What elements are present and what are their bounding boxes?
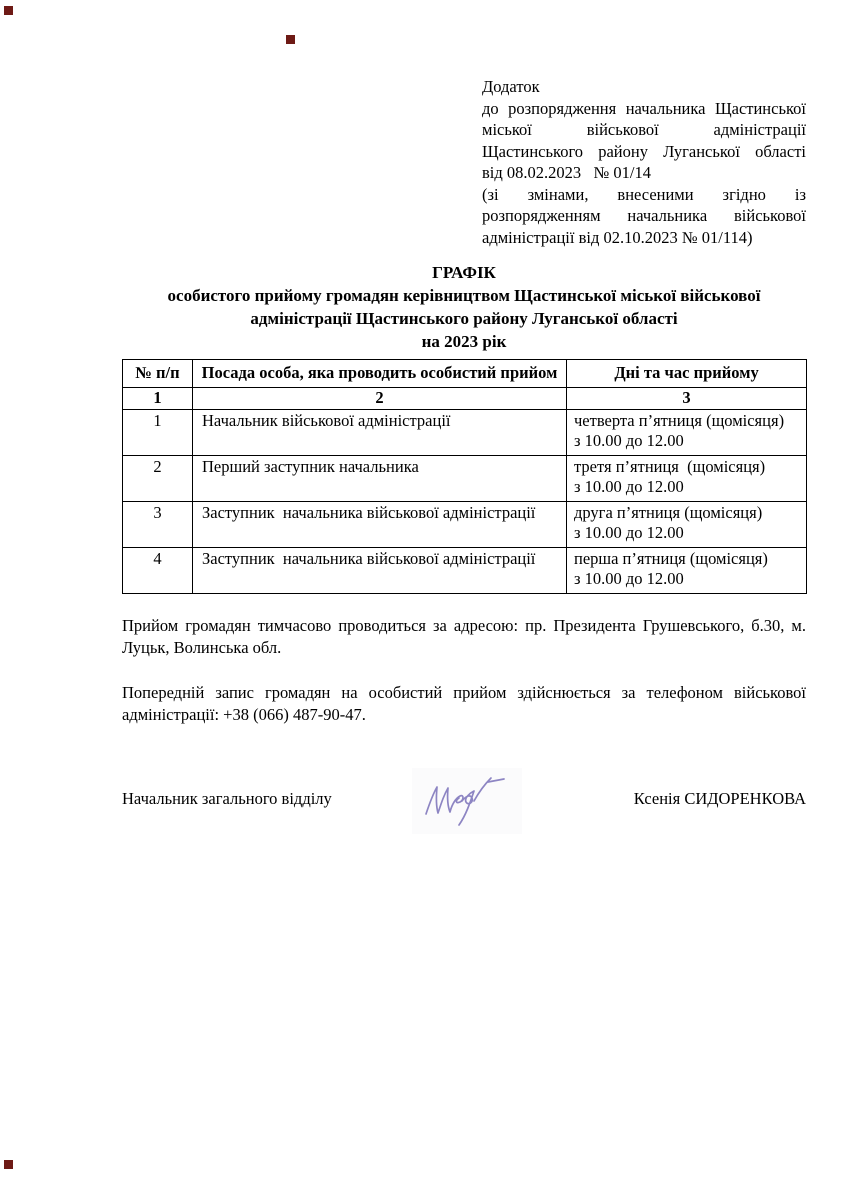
scan-artifact-mark-top-left <box>4 6 13 15</box>
row-number-cell: 2 <box>123 456 193 502</box>
column-number-cell: 2 <box>193 388 567 410</box>
document-title <box>122 261 806 353</box>
row-days-cell <box>567 548 807 594</box>
annex-line: Додаток <box>482 77 540 96</box>
header-cell-position: Посада особа, яка проводить особистий прийом <box>193 360 567 388</box>
signature-row <box>122 788 806 809</box>
row-position-cell: Заступник начальника військової адміністрації <box>193 502 567 548</box>
scan-artifact-mark-bottom-left <box>4 1160 13 1169</box>
signature-ink-icon <box>412 768 522 834</box>
annex-line: адміністрації від 02.10.2023 № 01/114) <box>482 227 753 247</box>
header-cell-days: Дні та час прийому <box>567 360 807 388</box>
handwritten-signature <box>412 768 522 834</box>
row-days-cell <box>567 456 807 502</box>
title-line: особистого прийому громадян керівництвом Щастинської міської військової <box>167 286 761 305</box>
row-time-text: з 10.00 до 12.00 <box>574 569 684 588</box>
title-line: ГРАФІК <box>432 263 496 282</box>
table-row <box>123 410 807 456</box>
title-line: адміністрації Щастинського району Луганської області <box>250 309 678 328</box>
row-days-cell <box>567 502 807 548</box>
signatory-position: Начальник загального відділу <box>122 789 332 808</box>
annex-line: до розпорядження начальника Щастинської <box>482 98 806 118</box>
row-position-cell: Заступник начальника військової адміністрації <box>193 548 567 594</box>
table-header-row <box>123 360 807 388</box>
annex-block <box>482 0 806 248</box>
reception-schedule-table <box>122 359 807 594</box>
row-time-text: з 10.00 до 12.00 <box>574 431 684 450</box>
row-position-cell: Начальник військової адміністрації <box>193 410 567 456</box>
column-number-row <box>123 388 807 410</box>
row-position-cell: Перший заступник начальника <box>193 456 567 502</box>
row-day-text: четверта п’ятниця (щомісяця) <box>574 411 785 430</box>
annex-line: від 08.02.2023 № 01/14 <box>482 163 651 182</box>
row-number-cell: 3 <box>123 502 193 548</box>
scan-artifact-mark-top-middle <box>286 35 295 44</box>
paragraph-reception-address: Прийом громадян тимчасово проводиться за адресою: пр. Президента Грушевського, б.30, м. Луцьк, Волинська обл. <box>122 616 806 657</box>
signatory-name: Ксенія СИДОРЕНКОВА <box>633 789 806 808</box>
row-time-text: з 10.00 до 12.00 <box>574 477 684 496</box>
title-line: на 2023 рік <box>421 332 507 351</box>
row-number-cell: 1 <box>123 410 193 456</box>
row-time-text: з 10.00 до 12.00 <box>574 523 684 542</box>
annex-line: (зі змінами, внесеними згідно із <box>482 184 806 204</box>
header-cell-number: № п/п <box>123 360 193 388</box>
row-day-text: друга п’ятниця (щомісяця) <box>574 503 763 522</box>
row-day-text: перша п’ятниця (щомісяця) <box>574 549 768 568</box>
column-number-cell: 1 <box>123 388 193 410</box>
row-number-cell: 4 <box>123 548 193 594</box>
annex-line: розпорядженням начальника військової <box>482 206 806 225</box>
row-days-cell <box>567 410 807 456</box>
table-row <box>123 456 807 502</box>
annex-line: міської військової адміністрації <box>482 120 806 139</box>
column-number-cell: 3 <box>567 388 807 410</box>
table-row <box>123 502 807 548</box>
annex-line: Щастинського району Луганської області <box>482 141 806 161</box>
row-day-text: третя п’ятниця (щомісяця) <box>574 457 766 476</box>
paragraph-booking-phone: Попередній запис громадян на особистий прийом здійснюється за телефоном військової адміністрації: +38 (066) 487-90-47. <box>122 683 806 724</box>
table-row <box>123 548 807 594</box>
